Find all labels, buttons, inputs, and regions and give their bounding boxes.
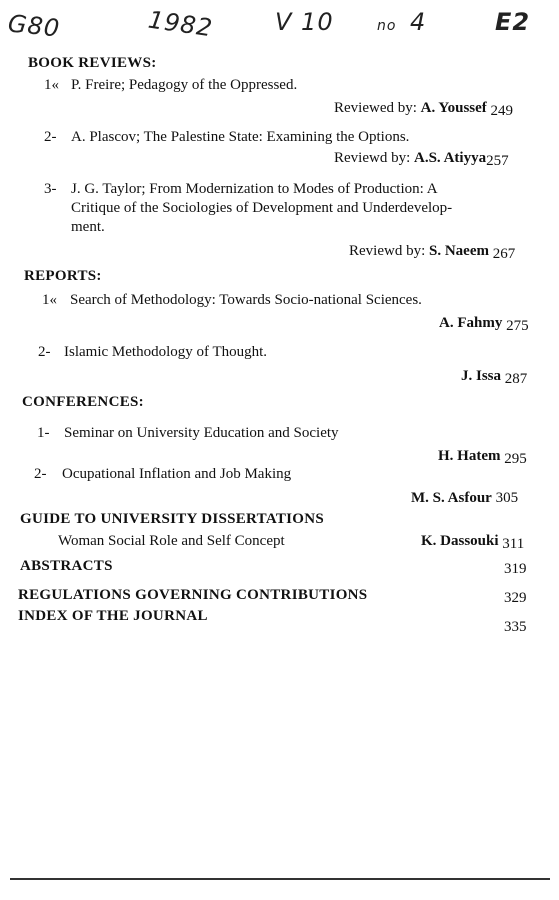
handwritten-mark: E2: [495, 8, 531, 36]
entry-title: P. Freire; Pedagogy of the Oppressed.: [71, 77, 298, 93]
reviewed-by-label: Reviewed by:: [334, 100, 417, 116]
entry-number: 1«: [44, 77, 59, 93]
entry-title: Woman Social Role and Self Concept: [58, 533, 285, 549]
page-number: 335: [504, 619, 527, 635]
guide-heading: GUIDE TO UNIVERSITY DISSERTATIONS: [20, 511, 325, 527]
entry-number: 2-: [44, 129, 57, 145]
entry-title-continued: Critique of the Sociologies of Development and Underdevelop-: [71, 200, 453, 216]
entry-title: A. Plascov; The Palestine State: Examining the Options.: [71, 129, 410, 145]
reports-heading: REPORTS:: [24, 268, 102, 284]
entry-number: 3-: [44, 181, 57, 197]
reviewer-name: A.S. Atiyya: [414, 150, 487, 166]
entry-number: 1-: [37, 425, 50, 441]
reviewed-by-label: Reviewd by:: [349, 243, 426, 259]
page-number: 249: [490, 103, 514, 119]
reviewer-name: A. Youssef: [420, 100, 487, 116]
conferences-heading: CONFERENCES:: [22, 394, 144, 410]
page-number: 287: [504, 371, 528, 387]
entry-title: Ocupational Inflation and Job Making: [62, 466, 292, 482]
reviewer-name: S. Naeem: [429, 243, 489, 259]
page-number: 305: [495, 490, 519, 506]
handwritten-year: 1982: [146, 5, 215, 43]
page-number: 311: [502, 536, 525, 552]
entry-title: Seminar on University Education and Society: [64, 425, 339, 441]
entry-number: 1«: [42, 292, 57, 308]
author-name: A. Fahmy: [439, 315, 503, 331]
handwritten-call-number: G80: [6, 9, 62, 43]
entry-number: 2-: [34, 466, 47, 482]
reviewed-by-label: Reviewd by:: [334, 150, 411, 166]
index-heading: INDEX OF THE JOURNAL: [18, 608, 208, 624]
entry-title: Islamic Methodology of Thought.: [64, 344, 268, 360]
entry-title-continued: ment.: [71, 219, 105, 235]
page-number: 275: [506, 318, 529, 334]
author-name: K. Dassouki: [421, 533, 499, 549]
page-number: 295: [504, 451, 527, 467]
book-reviews-heading: BOOK REVIEWS:: [28, 55, 157, 71]
bottom-rule: [10, 878, 550, 880]
author-name: J. Issa: [461, 368, 502, 384]
entry-title: Search of Methodology: Towards Socio-national Sciences.: [70, 292, 422, 308]
page-number: 257: [486, 153, 509, 169]
entry-number: 2-: [38, 344, 51, 360]
handwritten-issue: 4: [410, 8, 427, 36]
author-name: H. Hatem: [438, 448, 501, 464]
page-number: 319: [504, 561, 527, 577]
abstracts-heading: ABSTRACTS: [20, 558, 113, 574]
page-number: 329: [504, 590, 527, 606]
handwritten-annotation: [0, 5, 559, 48]
entry-title: J. G. Taylor; From Modernization to Modes of Production: A: [71, 181, 438, 197]
handwritten-issue-label: no: [377, 18, 397, 34]
regulations-heading: REGULATIONS GOVERNING CONTRIBUTIONS: [18, 587, 368, 603]
author-name: M. S. Asfour: [411, 490, 492, 506]
page-number: 267: [492, 246, 516, 262]
handwritten-volume: V 10: [275, 8, 334, 36]
